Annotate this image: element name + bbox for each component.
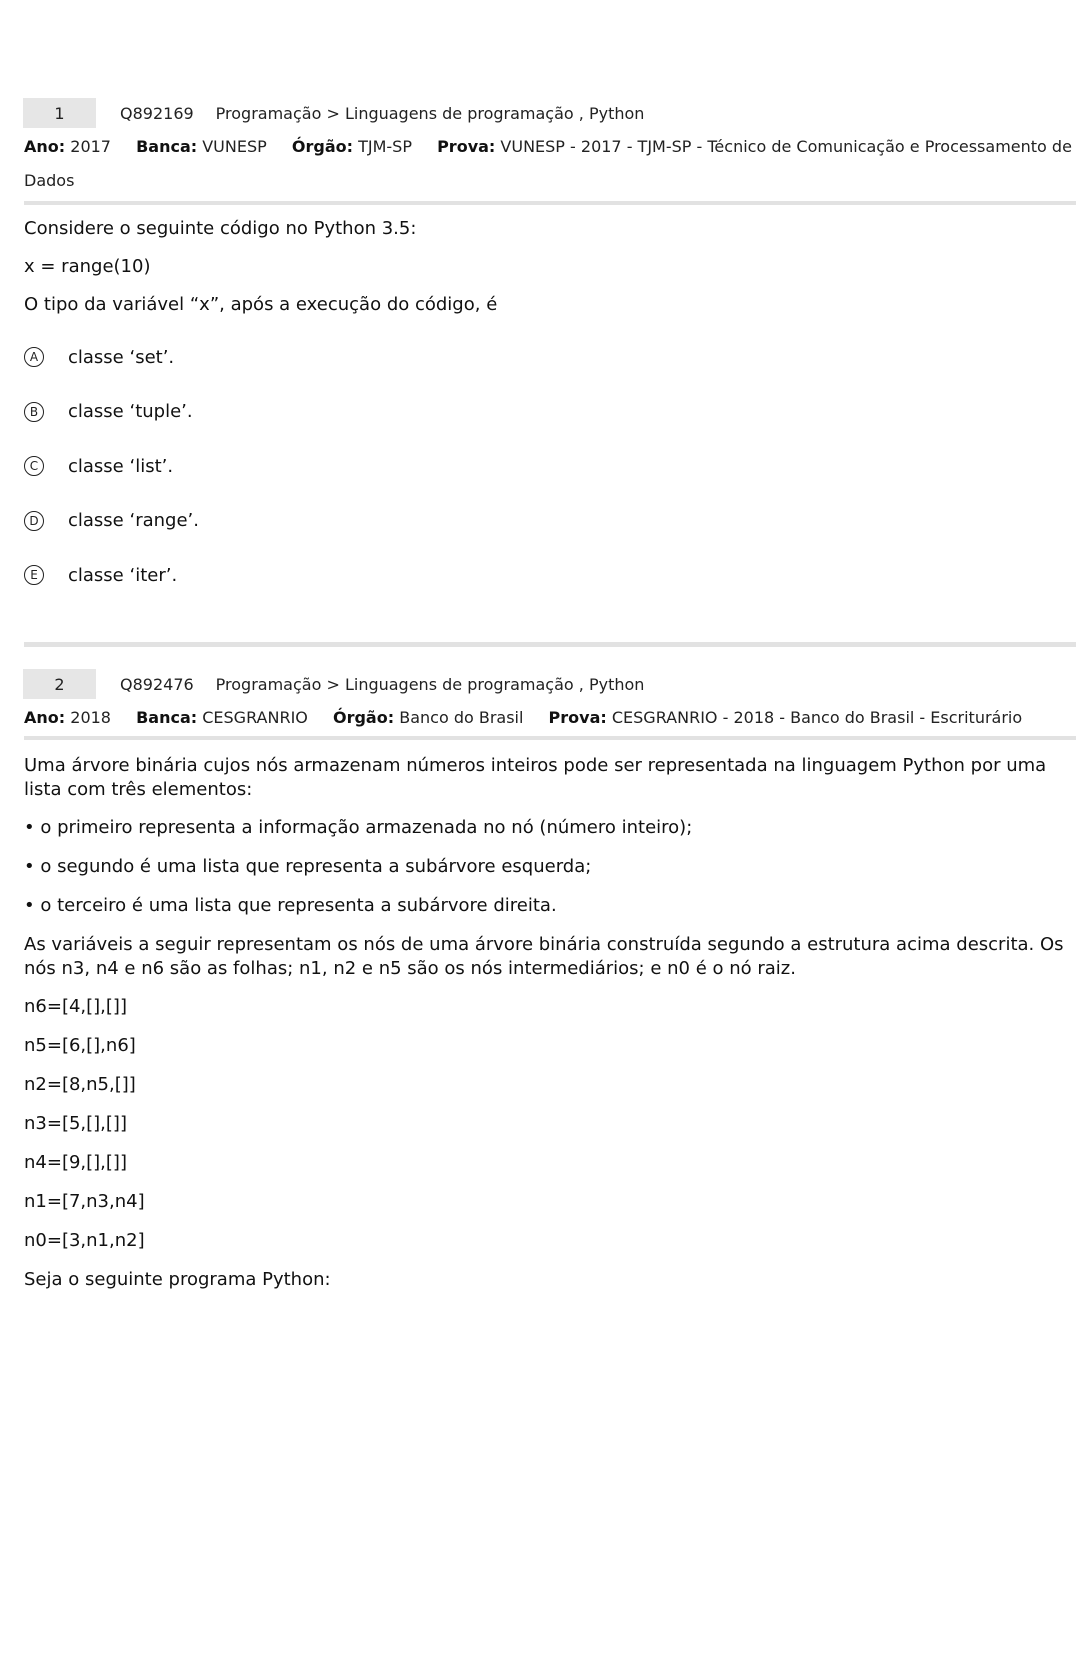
question-number: 1 xyxy=(23,98,96,128)
question-number: 2 xyxy=(23,669,96,699)
alternative-text: classe ‘range’. xyxy=(68,510,199,531)
alternatives-list xyxy=(24,343,1076,589)
statement-code: n6=[4,[],[]] xyxy=(24,996,127,1017)
orgao-value: TJM-SP xyxy=(358,137,412,156)
statement-code: n2=[8,n5,[]] xyxy=(24,1074,136,1095)
alternative-text: classe ‘list’. xyxy=(68,455,174,477)
statement-code: n1=[7,n3,n4] xyxy=(24,1191,145,1212)
statement-bullet: • o primeiro representa a informação armazenada no nó (número inteiro); xyxy=(24,817,693,838)
alternative-text: classe ‘iter’. xyxy=(68,564,178,586)
statement-code: n5=[6,[],n6] xyxy=(24,1035,136,1056)
question-code[interactable]: Q892169 xyxy=(120,103,194,123)
ano-label: Ano: xyxy=(24,708,66,727)
statement-paragraph: Uma árvore binária cujos nós armazenam números inteiros pode ser representada na linguagem Python por uma lista com três elementos: xyxy=(24,755,1047,800)
statement-bullet: • o terceiro é uma lista que representa a subárvore direita. xyxy=(24,895,557,916)
alternative-d[interactable] xyxy=(24,507,1076,535)
question-1 xyxy=(24,98,1076,616)
banca-value: VUNESP xyxy=(202,137,267,156)
orgao-label: Órgão: xyxy=(291,137,354,156)
question-meta xyxy=(24,130,1076,198)
question-statement xyxy=(24,754,1076,1292)
prova-value: VUNESP - 2017 - TJM-SP - Técnico de Comunicação e Processamento de xyxy=(500,137,1072,156)
question-separator xyxy=(24,642,1076,647)
alternative-letter-e[interactable]: E xyxy=(24,565,44,585)
alternative-a[interactable] xyxy=(24,343,1076,371)
header-divider xyxy=(24,201,1076,205)
alternative-letter-d[interactable]: D xyxy=(24,511,44,531)
question-header xyxy=(24,669,1076,699)
question-code[interactable]: Q892476 xyxy=(120,674,194,694)
question-subject[interactable]: Programação > Linguagens de programação , Python xyxy=(215,674,645,694)
question-2 xyxy=(24,669,1076,1292)
statement-code: n4=[9,[],[]] xyxy=(24,1152,127,1173)
question-subject[interactable]: Programação > Linguagens de programação , Python xyxy=(215,103,645,123)
statement-code: n3=[5,[],[]] xyxy=(24,1113,127,1134)
alternative-b[interactable] xyxy=(24,398,1076,426)
question-header xyxy=(24,98,1076,128)
statement-line: O tipo da variável “x”, após a execução do código, é xyxy=(24,294,498,315)
orgao-value: Banco do Brasil xyxy=(399,708,524,727)
orgao-label: Órgão: xyxy=(332,708,395,727)
alternative-e[interactable] xyxy=(24,561,1076,589)
prova-label: Prova: xyxy=(548,708,607,727)
alternative-letter-b[interactable]: B xyxy=(24,402,44,422)
statement-bullet: • o segundo é uma lista que representa a subárvore esquerda; xyxy=(24,856,592,877)
ano-value: 2017 xyxy=(70,137,111,156)
prova-value-continued: Dados xyxy=(24,171,75,190)
banca-label: Banca: xyxy=(136,137,198,156)
statement-code: n0=[3,n1,n2] xyxy=(24,1230,145,1251)
alternative-c[interactable] xyxy=(24,452,1076,480)
prova-value: CESGRANRIO - 2018 - Banco do Brasil - Escriturário xyxy=(611,708,1023,727)
prova-label: Prova: xyxy=(437,137,496,156)
alternative-text: classe ‘set’. xyxy=(68,346,175,368)
header-divider xyxy=(24,736,1076,740)
banca-label: Banca: xyxy=(136,708,198,727)
alternative-letter-c[interactable]: C xyxy=(24,456,44,476)
statement-line: Seja o seguinte programa Python: xyxy=(24,1269,331,1290)
statement-code: x = range(10) xyxy=(24,256,151,277)
question-statement xyxy=(24,217,1076,317)
statement-line: Considere o seguinte código no Python 3.5: xyxy=(24,218,417,239)
statement-paragraph: As variáveis a seguir representam os nós de uma árvore binária construída segundo a estrutura acima descrita. Os nós n3, n4 e n6 são as folhas; n1, n2 e n5 são os nós intermediários; e n0 é o nó raiz. xyxy=(24,934,1064,979)
ano-label: Ano: xyxy=(24,137,66,156)
alternative-text: classe ‘tuple’. xyxy=(68,401,193,422)
alternative-letter-a[interactable]: A xyxy=(24,347,44,367)
banca-value: CESGRANRIO xyxy=(202,708,308,727)
question-meta xyxy=(24,701,1076,735)
ano-value: 2018 xyxy=(70,708,111,727)
